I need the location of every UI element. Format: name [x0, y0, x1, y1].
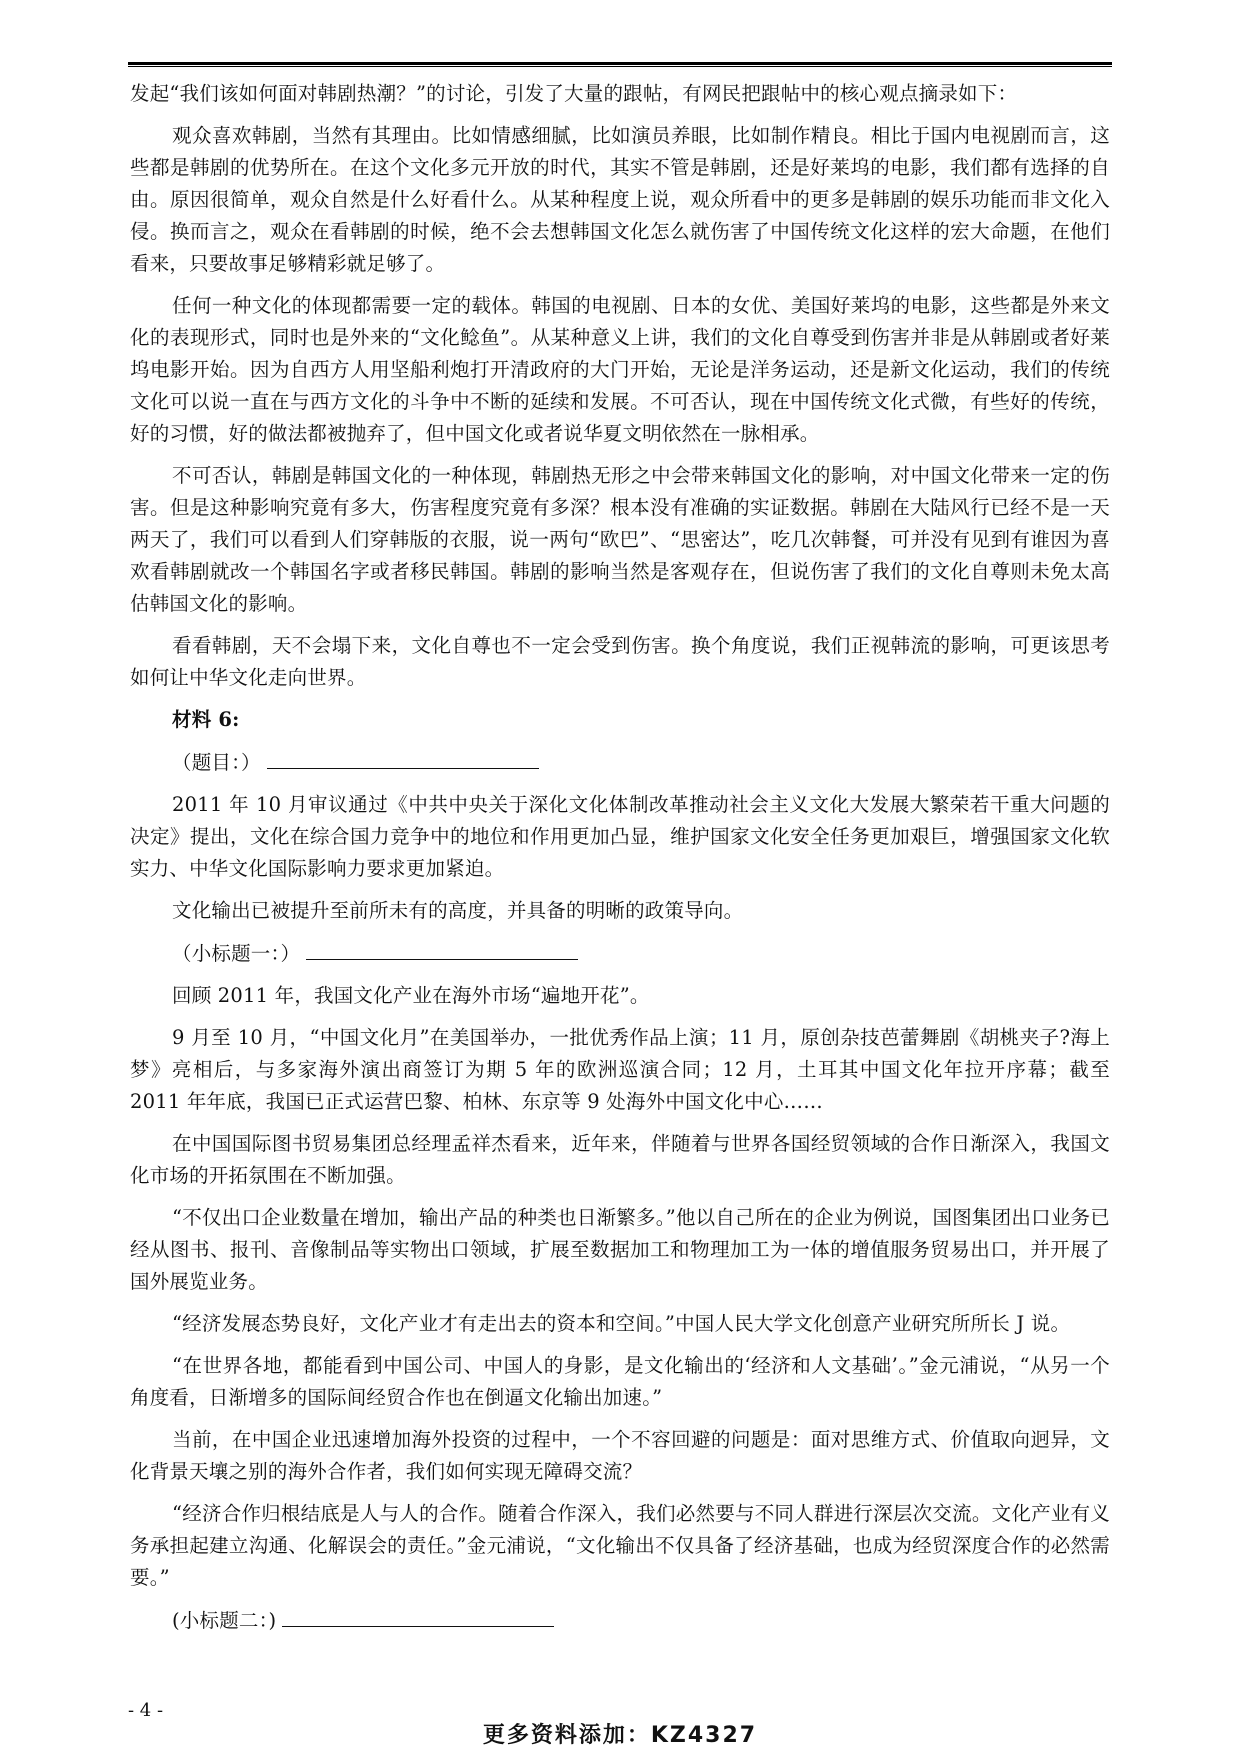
subtitle2-prompt-line — [130, 1604, 1110, 1637]
paragraph: 9 月至 10 月，“中国文化月”在美国举办，一批优秀作品上演；11 月，原创杂技芭蕾舞剧《胡桃夹子?海上梦》亮相后，与多家海外演出商签订为期 5 年的欧洲巡演合同；12 月，土耳其中国文化年拉开序幕；截至 2011 年年底，我国已正式运营巴黎、柏林、东京等 9 处海外中国文化中心…… — [130, 1026, 1110, 1113]
subtitle1-blank[interactable] — [306, 937, 578, 960]
material-label: 材料 6: — [172, 708, 240, 731]
paragraph: 看看韩剧，天不会塌下来，文化自尊也不一定会受到伤害。换个角度说，我们正视韩流的影响，可更该思考如何让中华文化走向世界。 — [130, 634, 1110, 689]
title-blank[interactable] — [267, 746, 539, 769]
paragraph: 2011 年 10 月审议通过《中共中央关于深化文化体制改革推动社会主义文化大发展大繁荣若干重大问题的决定》提出，文化在综合国力竞争中的地位和作用更加凸显，维护国家文化安全任务更加艰巨，增强国家文化软实力、中华文化国际影响力要求更加紧迫。 — [130, 793, 1110, 880]
paragraph: 不可否认，韩剧是韩国文化的一种体现，韩剧热无形之中会带来韩国文化的影响，对中国文化带来一定的伤害。但是这种影响究竟有多大，伤害程度究竟有多深？根本没有准确的实证数据。韩剧在大陆风行已经不是一天两天了，我们可以看到人们穿韩版的衣服，说一两句“欧巴”、“思密达”，吃几次韩餐，可并没有见到有谁因为喜欢看韩剧就改一个韩国名字或者移民韩国。韩剧的影响当然是客观存在，但说伤害了我们的文化自尊则未免太高估韩国文化的影响。 — [130, 464, 1110, 615]
header-rule — [128, 62, 1112, 67]
paragraph: “在世界各地，都能看到中国公司、中国人的身影，是文化输出的‘经济和人文基础’。”金元浦说，“从另一个角度看，日渐增多的国际间经贸合作也在倒逼文化输出加速。” — [130, 1354, 1110, 1409]
paragraph: 在中国国际图书贸易集团总经理孟祥杰看来，近年来，伴随着与世界各国经贸领域的合作日渐深入，我国文化市场的开拓氛围在不断加强。 — [130, 1132, 1110, 1187]
paragraph: 当前，在中国企业迅速增加海外投资的过程中，一个不容回避的问题是：面对思维方式、价值取向迥异，文化背景天壤之别的海外合作者，我们如何实现无障碍交流？ — [130, 1428, 1110, 1483]
footer-note: 更多资料添加：KZ4327 — [482, 1723, 758, 1748]
paragraph: 观众喜欢韩剧，当然有其理由。比如情感细腻，比如演员养眼，比如制作精良。相比于国内电视剧而言，这些都是韩剧的优势所在。在这个文化多元开放的时代，其实不管是韩剧，还是好莱坞的电影，我们都有选择的自由。原因很简单，观众自然是什么好看什么。从某种程度上说，观众所看中的更多是韩剧的娱乐功能而非文化入侵。换而言之，观众在看韩剧的时候，绝不会去想韩国文化怎么就伤害了中国传统文化这样的宏大命题，在他们看来，只要故事足够精彩就足够了。 — [130, 124, 1110, 275]
subtitle2-prompt: (小标题二：) — [172, 1609, 277, 1632]
paragraph: “经济合作归根结底是人与人的合作。随着合作深入，我们必然要与不同人群进行深层次交流。文化产业有义务承担起建立沟通、化解误会的责任。”金元浦说，“文化输出不仅具备了经济基础，也成为经贸深度合作的必然需要。” — [130, 1502, 1110, 1589]
paragraph: 回顾 2011 年，我国文化产业在海外市场“遍地开花”。 — [172, 984, 650, 1007]
title-prompt: （题目：） — [172, 751, 261, 774]
document-body — [130, 78, 1110, 1647]
paragraph: 发起“我们该如何面对韩剧热潮？”的讨论，引发了大量的跟帖，有网民把跟帖中的核心观点摘录如下： — [130, 82, 1018, 105]
subtitle1-prompt: （小标题一：） — [172, 942, 301, 965]
paragraph: 任何一种文化的体现都需要一定的载体。韩国的电视剧、日本的女优、美国好莱坞的电影，这些都是外来文化的表现形式，同时也是外来的“文化鲶鱼”。从某种意义上讲，我们的文化自尊受到伤害并非是从韩剧或者好莱坞电影开始。因为自西方人用坚船利炮打开清政府的大门开始，无论是洋务运动，还是新文化运动，我们的传统文化可以说一直在与西方文化的斗争中不断的延续和发展。不可否认，现在中国传统文化式微，有些好的传统，好的习惯，好的做法都被抛弃了，但中国文化或者说华夏文明依然在一脉相承。 — [130, 294, 1110, 445]
paragraph: “不仅出口企业数量在增加，输出产品的种类也日渐繁多。”他以自己所在的企业为例说，国图集团出口业务已经从图书、报刊、音像制品等实物出口领域，扩展至数据加工和物理加工为一体的增值服务贸易出口，并开展了国外展览业务。 — [130, 1206, 1110, 1293]
subtitle2-blank[interactable] — [282, 1604, 554, 1627]
page-number: - 4 - — [128, 1700, 164, 1721]
subtitle1-prompt-line — [130, 937, 1110, 970]
paragraph: “经济发展态势良好，文化产业才有走出去的资本和空间。”中国人民大学文化创意产业研究所所长 J 说。 — [172, 1312, 1071, 1335]
title-prompt-line — [130, 746, 1110, 779]
paragraph: 文化输出已被提升至前所未有的高度，并具备的明晰的政策导向。 — [172, 899, 744, 922]
